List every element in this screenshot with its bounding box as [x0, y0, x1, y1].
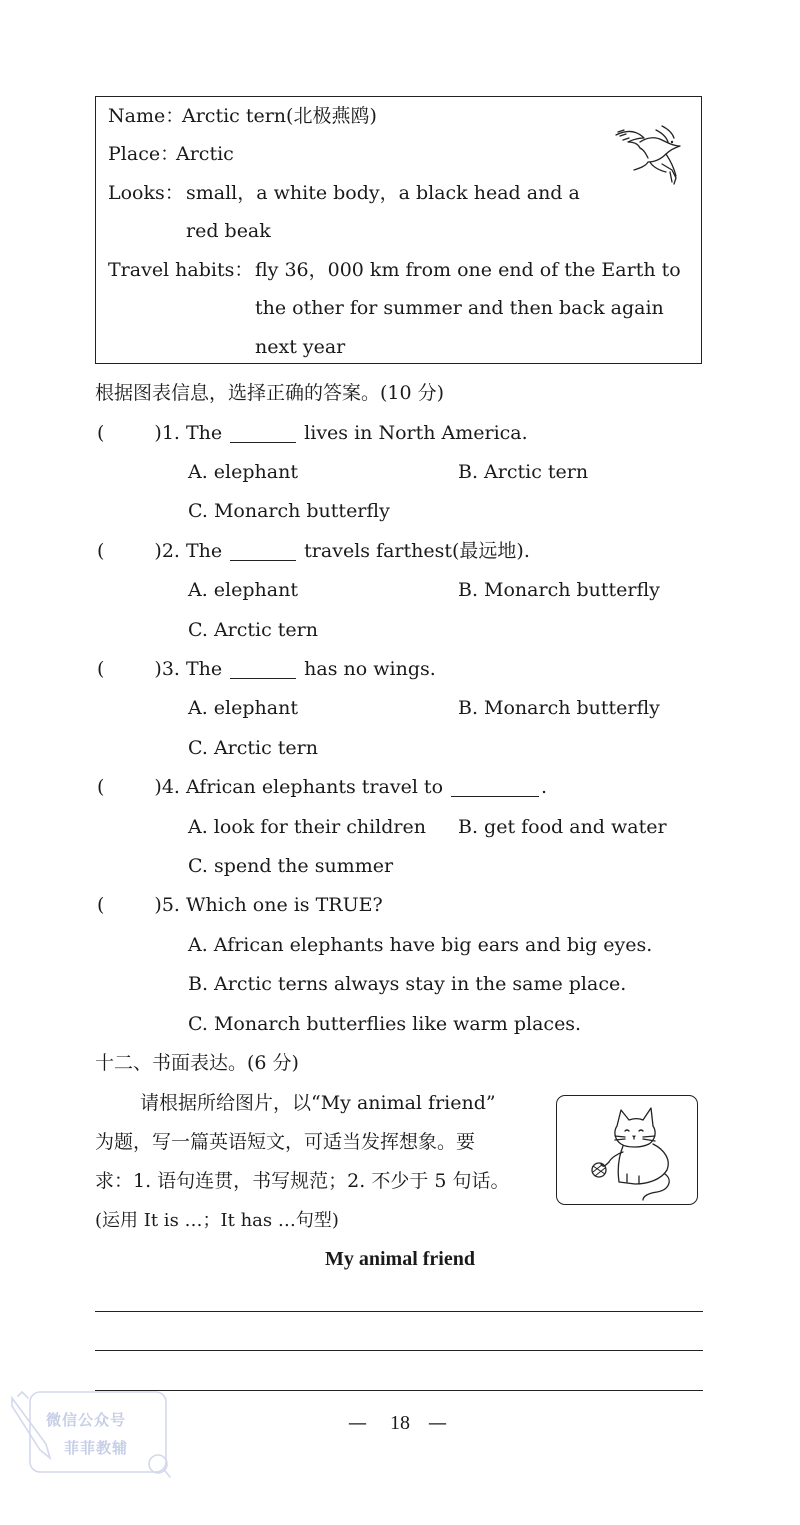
question-stem: 5. Which one is TRUE?: [161, 894, 383, 916]
footer-dash-left: —: [348, 1412, 367, 1434]
option-a: A. elephant: [188, 461, 298, 483]
option-a: A. look for their children: [188, 816, 426, 838]
watermark-graphic: [6, 1384, 171, 1480]
fill-blank[interactable]: [230, 660, 296, 679]
question-3: [97, 660, 436, 679]
answer-paren-open: (: [97, 422, 105, 444]
section-instruction: 根据图表信息，选择正确的答案。(10 分): [95, 382, 445, 404]
writing-prompt-line-1: 请根据所给图片，以“My animal friend”: [140, 1092, 496, 1114]
writing-line[interactable]: [95, 1350, 703, 1351]
cat-with-yarn-icon: [557, 1096, 697, 1204]
writing-prompt-line-4: (运用 It is …；It has …句型): [95, 1210, 339, 1231]
looks-label: Looks：: [108, 182, 184, 204]
option-b: B. Monarch butterfly: [458, 697, 660, 719]
answer-paren-close: ): [154, 776, 162, 798]
name-value: Arctic tern(北极燕鸥): [182, 105, 377, 127]
footer-dash-right: —: [428, 1412, 447, 1434]
answer-paren-open: (: [97, 540, 105, 562]
question-stem: 3. The: [161, 658, 223, 680]
option-a: A. elephant: [188, 697, 298, 719]
question-4: [97, 778, 547, 797]
answer-paren-close: ): [154, 540, 162, 562]
answer-paren-open: (: [97, 776, 105, 798]
writing-prompt-line-2: 为题，写一篇英语短文，可适当发挥想象。要: [95, 1131, 476, 1153]
question-2: [97, 542, 530, 561]
writing-section-heading: 十二、书面表达。(6 分): [95, 1052, 299, 1074]
writing-prompt-line-3: 求：1. 语句连贯，书写规范；2. 不少于 5 句话。: [95, 1170, 510, 1192]
answer-paren-close: ): [154, 894, 162, 916]
writing-line[interactable]: [95, 1311, 703, 1312]
option-a: A. African elephants have big ears and big eyes.: [188, 934, 653, 956]
option-b: B. get food and water: [458, 816, 667, 838]
flying-bird-icon: [610, 118, 686, 194]
looks-line-2: red beak: [186, 220, 271, 242]
place-value: Arctic: [176, 143, 234, 165]
question-stem: 2. The: [161, 540, 223, 562]
option-c: C. Monarch butterfly: [188, 500, 390, 522]
cat-picture-frame: [556, 1095, 698, 1205]
question-stem: 1. The: [161, 422, 223, 444]
question-5: [97, 896, 383, 915]
question-stem-end: lives in North America.: [304, 422, 528, 444]
option-c: C. Arctic tern: [188, 619, 318, 641]
travel-habits-label: Travel habits：: [108, 259, 254, 281]
option-b: B. Monarch butterfly: [458, 579, 660, 601]
option-b: B. Arctic tern: [458, 461, 589, 483]
travel-habits-line-2: the other for summer and then back again: [255, 297, 664, 319]
answer-paren-close: ): [154, 658, 162, 680]
option-c: C. spend the summer: [188, 855, 394, 877]
question-stem-end: has no wings.: [304, 658, 436, 680]
travel-habits-line-3: next year: [255, 336, 346, 358]
looks-line-1: small，a white body，a black head and a: [186, 182, 580, 204]
fill-blank[interactable]: [230, 542, 296, 561]
question-stem: 4. African elephants travel to: [161, 776, 444, 798]
option-c: C. Arctic tern: [188, 737, 318, 759]
option-b: B. Arctic terns always stay in the same place.: [188, 973, 627, 995]
fill-blank[interactable]: [230, 424, 296, 443]
answer-paren-open: (: [97, 894, 105, 916]
option-a: A. elephant: [188, 579, 298, 601]
option-c: C. Monarch butterflies like warm places.: [188, 1013, 582, 1035]
question-stem-end: travels farthest(最远地).: [304, 540, 530, 562]
watermark-line-1: 微信公众号: [46, 1411, 127, 1429]
essay-title: My animal friend: [325, 1248, 475, 1270]
page-number: 18: [390, 1412, 410, 1434]
writing-line[interactable]: [95, 1390, 703, 1391]
question-1: [97, 424, 528, 443]
watermark-line-2: 菲菲教辅: [64, 1439, 129, 1457]
question-stem-end: .: [541, 776, 548, 798]
travel-habits-line-1: fly 36，000 km from one end of the Earth to: [255, 259, 681, 281]
answer-paren-close: ): [154, 422, 162, 444]
name-label: Name：: [108, 105, 185, 127]
place-label: Place：: [108, 143, 180, 165]
fill-blank[interactable]: [451, 778, 539, 797]
answer-paren-open: (: [97, 658, 105, 680]
